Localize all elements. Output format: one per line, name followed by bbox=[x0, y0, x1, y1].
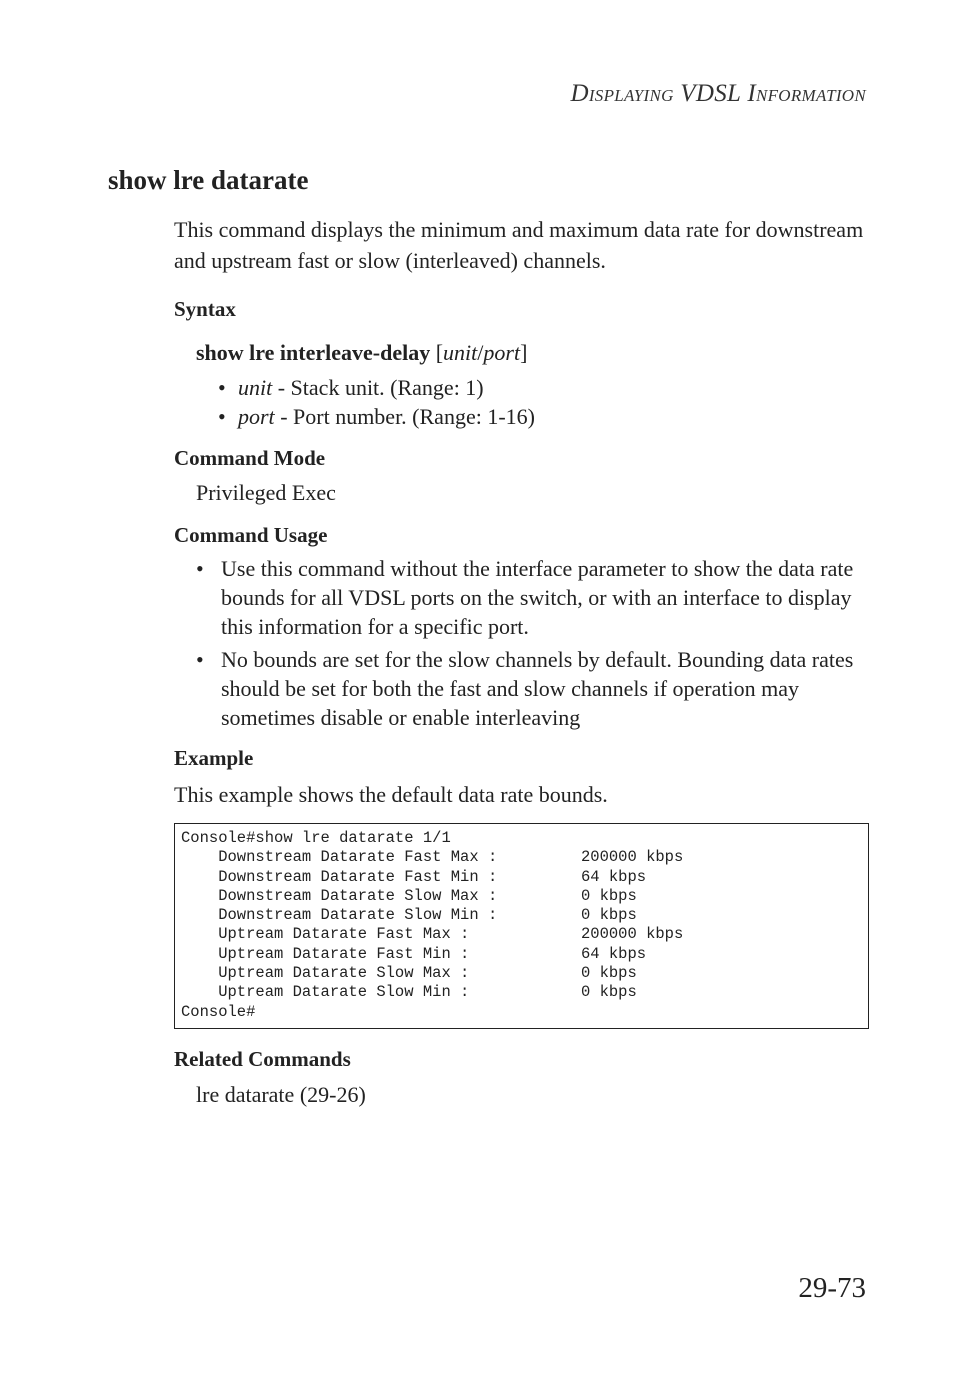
usage-list bbox=[174, 554, 874, 732]
section-content bbox=[174, 214, 874, 1110]
command-mode-value: Privileged Exec bbox=[196, 480, 336, 505]
code-line: Downstream Datarate Slow Min : 0 kbps bbox=[181, 906, 637, 925]
syntax-param-unit: unit bbox=[443, 340, 478, 365]
usage-item: • Use this command without the interface parameter to show the data rate bounds for all VDSL ports on the switch, or with an interface to display this information for a specific port. bbox=[174, 554, 874, 641]
code-block bbox=[174, 823, 869, 1029]
header-word-vdsl: VDSL bbox=[680, 80, 741, 107]
command-mode-heading: Command Mode bbox=[174, 446, 326, 470]
related-commands-heading: Related Commands bbox=[174, 1046, 351, 1071]
code-line: Uptream Datarate Slow Min : 0 kbps bbox=[181, 983, 637, 1002]
code-line: Uptream Datarate Fast Min : 64 kbps bbox=[181, 944, 647, 963]
syntax-params bbox=[174, 373, 874, 431]
example-intro: This example shows the default data rate bounds. bbox=[174, 782, 608, 807]
header-word-information: NFORMATION bbox=[755, 86, 866, 105]
param-name: port bbox=[238, 404, 275, 429]
param-item-unit bbox=[174, 373, 874, 402]
syntax-bracket-open: [ bbox=[435, 340, 444, 365]
code-line: Console#show lre datarate 1/1 bbox=[181, 829, 451, 847]
code-line: Downstream Datarate Fast Min : 64 kbps bbox=[181, 867, 647, 886]
param-desc: - Stack unit. (Range: 1) bbox=[272, 375, 484, 400]
code-line: Uptream Datarate Fast Max : 200000 kbps bbox=[181, 925, 684, 944]
code-line: Downstream Datarate Slow Max : 0 kbps bbox=[181, 886, 637, 905]
syntax-line bbox=[174, 337, 874, 368]
related-commands-value: lre datarate (29-26) bbox=[196, 1081, 366, 1107]
description: This command displays the minimum and maximum data rate for downstream and upstream fast or slow (interleaved) channels. bbox=[174, 217, 864, 273]
syntax-bracket-close: ] bbox=[520, 340, 528, 365]
code-line: Downstream Datarate Fast Max : 200000 kbps bbox=[181, 848, 684, 867]
param-name: unit bbox=[238, 375, 273, 400]
param-desc: - Port number. (Range: 1-16) bbox=[274, 404, 535, 429]
section-title: show lre datarate bbox=[108, 165, 309, 195]
header-word-displaying: ISPLAYING bbox=[588, 86, 674, 105]
header-initial-i: I bbox=[747, 80, 756, 107]
page-number: 29-73 bbox=[798, 1272, 866, 1304]
syntax-slash: / bbox=[477, 340, 484, 365]
header-initial-d: D bbox=[570, 80, 589, 107]
code-line: Uptream Datarate Slow Max : 0 kbps bbox=[181, 964, 637, 983]
syntax-heading: Syntax bbox=[174, 297, 236, 321]
syntax-param-port: port bbox=[483, 340, 521, 365]
running-header bbox=[570, 80, 866, 108]
command-usage-heading: Command Usage bbox=[174, 523, 328, 547]
usage-item: • No bounds are set for the slow channels by default. Bounding data rates should be set for both the fast and slow channels if operation may sometimes disable or enable interleaving bbox=[174, 645, 874, 732]
code-line: Console# bbox=[181, 1002, 256, 1021]
param-item-port bbox=[174, 402, 874, 431]
example-heading: Example bbox=[174, 746, 254, 770]
syntax-command: show lre interleave-delay bbox=[196, 340, 431, 365]
